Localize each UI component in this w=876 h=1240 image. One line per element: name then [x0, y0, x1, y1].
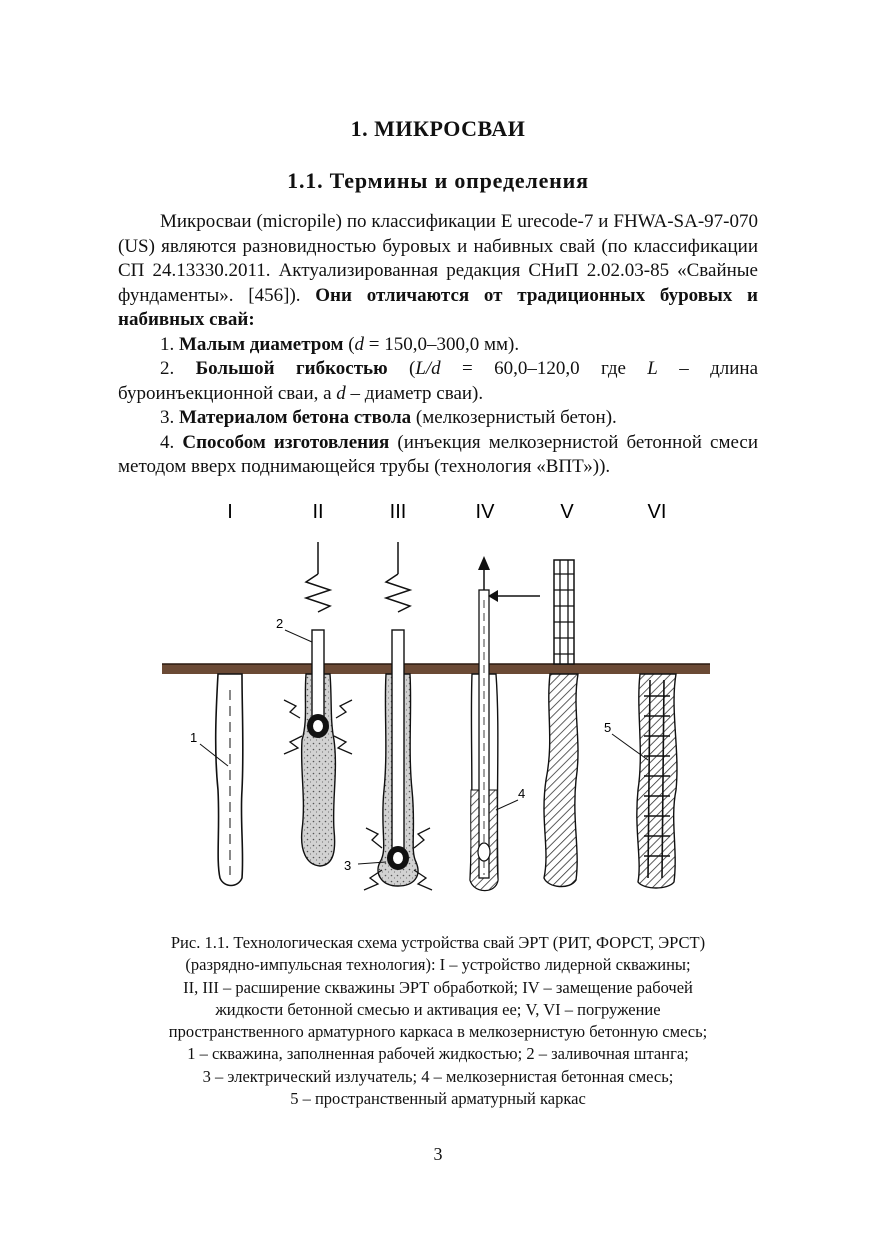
stage-4-well	[470, 556, 540, 891]
callout-5: 5	[604, 720, 612, 735]
chapter-heading: 1. МИКРОСВАИ	[350, 116, 526, 141]
stage-5-well	[544, 560, 578, 887]
intro-paragraph	[118, 210, 758, 333]
stage-label: IV	[475, 501, 495, 523]
intro-text: Микросваи (micropile) по классификации E urecode-7 и FHWA-SA-97-070 (US) являются разновидностью буровых и набивных свай (по классификации СП 24.13330.2011. Актуализированная редакция СНиП 2.02.03-85 «Свайные фундаменты». [456]).	[118, 211, 758, 306]
stage-1-well	[216, 674, 243, 886]
caption-line: 1 – скважина, заполненная рабочей жидкостью; 2 – заливочная штанга;	[187, 1044, 689, 1064]
intro-bold: Они отличаются от традиционных буровых и набивных свай:	[118, 284, 758, 330]
section-heading: 1.1. Термины и определения	[287, 168, 589, 193]
stage-label: VI	[647, 501, 667, 523]
ground-surface	[162, 664, 710, 674]
caption-line: Рис. 1.1. Технологическая схема устройства свай ЭРТ (РИТ, ФОРСТ, ЭРСТ)	[170, 933, 706, 952]
stage-2-well	[276, 542, 352, 866]
stage-label: V	[560, 501, 574, 523]
caption-line: пространственного арматурного каркаса в мелкозернистую бетонную смесь;	[168, 1022, 708, 1042]
figure-caption	[80, 932, 796, 1110]
stage-label: I	[227, 501, 233, 523]
caption-line: жидкости бетонной смесью и активация ее; V, VI – погружение	[215, 999, 661, 1019]
caption-line: II, III – расширение скважины ЭРТ обработкой; IV – замещение рабочей	[183, 977, 693, 997]
callout-3: 3	[344, 858, 352, 873]
list-item: 2. Большой гибкостью (L/d = 60,0–120,0 где L – длина буроинъекционной сваи, а d – диаметр сваи).	[118, 358, 759, 404]
page-number: 3	[433, 1144, 443, 1164]
list-item: 4. Способом изготовления (инъекция мелкозернистой бетонной смеси методом вверх поднимающейся трубы (технология «ВПТ»)).	[118, 431, 758, 477]
stage-label: III	[389, 501, 407, 523]
callout-2: 2	[276, 616, 284, 631]
stage-6-well	[604, 674, 677, 888]
callout-1: 1	[190, 730, 198, 745]
stage-3-well	[344, 542, 432, 890]
list-item: 3. Материалом бетона ствола (мелкозернистый бетон).	[160, 407, 617, 428]
caption-line: 3 – электрический излучатель; 4 – мелкозернистая бетонная смесь;	[202, 1066, 674, 1086]
caption-line: 5 – пространственный арматурный каркас	[290, 1089, 586, 1109]
stage-label: II	[312, 501, 324, 523]
callout-4: 4	[518, 786, 526, 801]
caption-line: (разрядно-импульсная технология): I – устройство лидерной скважины;	[185, 955, 691, 975]
body-text	[118, 210, 758, 480]
pile-scheme-figure	[150, 490, 730, 920]
list-item: 1. Малым диаметром (d = 150,0–300,0 мм).	[160, 333, 520, 355]
